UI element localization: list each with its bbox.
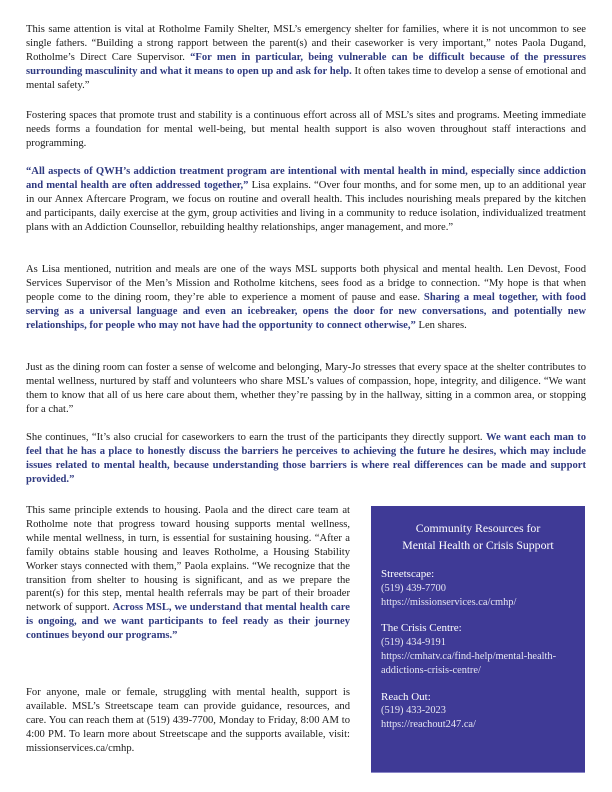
body-text: She continues, “It’s also crucial for caseworkers to earn the trust of the participants they directly support.	[26, 432, 486, 443]
body-text: This same principle extends to housing. Paola and the direct care team at Rotholme note that progress toward housing supports mental wellness, while mental wellness, in turn, is essential for sustaining housing. “After a family obtains stable housing and leaves Rotholme, a Housing Stability Worker stays connected with them,” Paola explains. “We recognize that the transition from shelter to housing is significant, and as we prepare the parent(s) for this step, mental health referrals may be part of their broader network of support.	[26, 505, 350, 614]
resources-title-line-2: Mental Health or Crisis Support	[402, 538, 554, 552]
resource-name: Streetscape:	[381, 568, 435, 580]
resource-name: The Crisis Centre:	[381, 622, 462, 635]
resource-phone[interactable]: (519) 433-2023	[381, 705, 446, 717]
highlighted-quote: “All aspects of QWH’s addiction treatment program are intentional with mental health in mind, especially since addiction and mental health are often addressed together,”	[26, 166, 586, 191]
body-text: For anyone, male or female, struggling with mental health, support is available. MSL’s Streetscape team can provide guidance, resources, and care. You can reach them at (519) 439-7700, Monday to Friday, 8:00 AM to 4:00 PM. To learn more about Streetscape and the supports available, visit: missionservices.ca/cmhp.	[26, 687, 350, 754]
resource-reach-out	[381, 691, 575, 732]
highlighted-quote: We want each man to feel that he has a place to honestly discuss the barriers he perceives to achieving the future he desires, which may include issues related to mental health, because understanding those barriers is where real differences can be made and support provided.”	[26, 432, 586, 485]
body-text: As Lisa mentioned, nutrition and meals are one of the ways MSL supports both physical and mental health. Len Devost, Food Services Supervisor of the Men’s Mission and Rotholme kitchens, sees food as a bridge to connection. “My hope is that when people come to the dining room, they’re able to experience a moment of pause and ease.	[26, 264, 586, 303]
paragraph-fostering-spaces	[26, 109, 586, 151]
highlighted-quote: Sharing a meal together, with food serving as a universal language and even an icebreaker, opens the door for new conversations, and potentially new relationships, for people who may not have had the opportunity to connect otherwise,”	[26, 291, 586, 331]
community-resources-box	[371, 506, 585, 773]
paragraph-dining-room-belonging	[26, 361, 586, 417]
resource-name: Reach Out:	[381, 690, 431, 703]
resource-streetscape	[381, 568, 575, 609]
body-text: This same attention is vital at Rotholme Family Shelter, MSL’s emergency shelter for families, where it is not uncommon to see single fathers. “Building a strong rapport between the parent(s) and their caseworker is very important,” notes Paola Dugand, Rotholme’s Direct Care Supervisor.	[26, 24, 586, 63]
resources-title-line-1: Community Resources for	[415, 521, 541, 535]
resource-phone[interactable]: (519) 434-9191	[381, 637, 446, 649]
paragraph-housing-principle	[26, 504, 350, 643]
resource-link[interactable]: https://missionservices.ca/cmhp/	[381, 596, 517, 608]
body-text: Lisa explains. “Over four months, and for some men, up to an additional year in our Annex Aftercare Program, we focus on routine and overall health. This includes nourishing meals prepared by the kitchen and participants, daily exercise at the gym, group activities and living in a community to reduce isolation, individualized treatment plans with an Addiction Counsellor, rebuilding healthy relationships, anger management, and more.”	[26, 179, 587, 233]
body-text: Just as the dining room can foster a sense of welcome and belonging, Mary-Jo stresses that every space at the shelter contributes to mental wellness, nurtured by staff and volunteers who share MSL’s values of compassion, hope, integrity, and diligence. “We want them to know that all of us here care about them, whether they’re passing by in the hallway, sitting in a common area, or stopping for a chat.”	[26, 362, 586, 415]
body-text: Fostering spaces that promote trust and stability is a continuous effort across all of MSL’s sites and programs. Meeting immediate needs forms a foundation for mental well-being, but mental health support is also woven throughout staff interactions and programming.	[26, 110, 586, 149]
resource-link[interactable]: https://reachout247.ca/	[381, 719, 476, 731]
body-text: It often takes time to develop a sense of emotional and mental safety.”	[26, 65, 587, 91]
paragraph-nutrition-meals	[26, 263, 586, 333]
paragraph-qwh-addiction-treatment	[26, 165, 586, 235]
highlighted-quote: “For men in particular, being vulnerable can be difficult because of the pressures surrounding masculinity and what it means to open up and ask for help.	[26, 51, 586, 77]
paragraph-rotholme-family-shelter	[26, 23, 586, 93]
resources-box-title	[381, 520, 575, 554]
resource-crisis-centre	[381, 622, 575, 677]
highlighted-quote: Across MSL, we understand that mental health care is ongoing, and we want participants to feel ready as their journey continues beyond our programs.”	[26, 602, 350, 642]
body-text: Len shares.	[415, 319, 467, 331]
resource-phone[interactable]: (519) 439-7700	[381, 582, 446, 594]
paragraph-caseworker-trust	[26, 431, 586, 487]
paragraph-streetscape-support	[26, 686, 350, 756]
resource-link[interactable]: https://cmhatv.ca/find-help/mental-health-addictions-crisis-centre/	[381, 650, 557, 676]
